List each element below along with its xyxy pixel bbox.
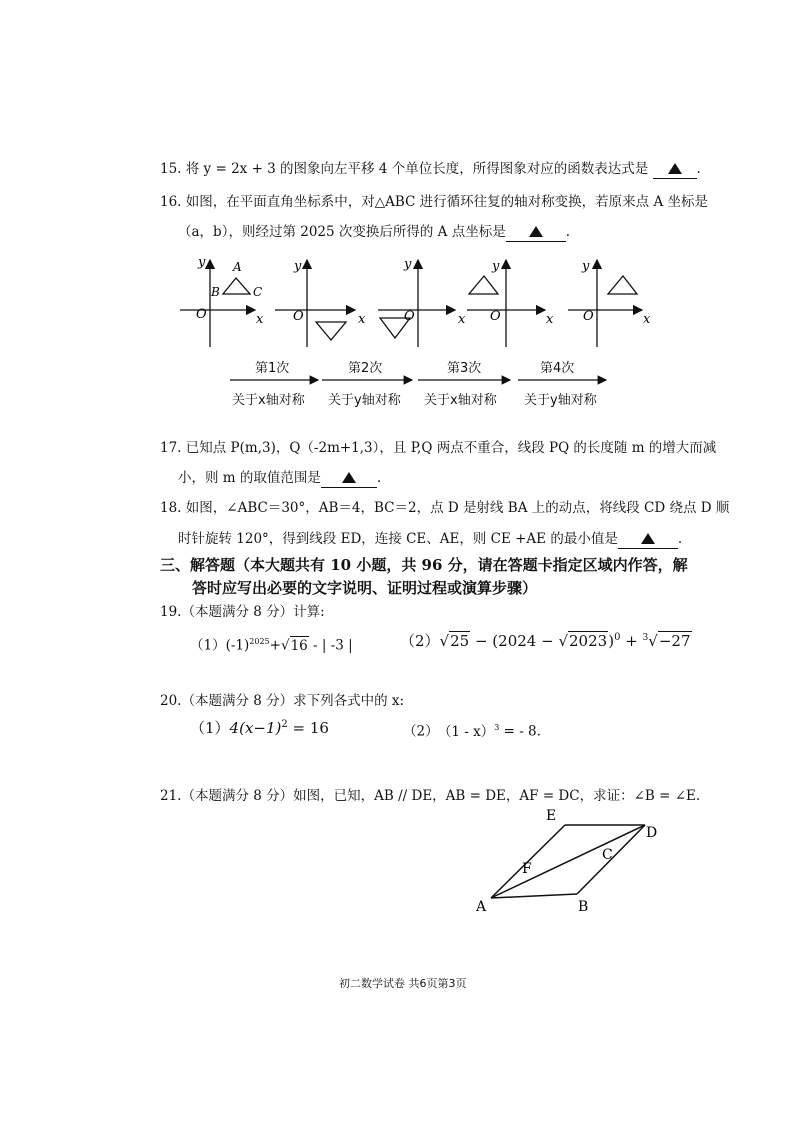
question-19-part2: $(2)√25 - (2024 - √2023)^0 + ^3√-27$ <box>400 632 691 650</box>
question-17-line1: 17. 已知点 P(m,3)，Q（-2m+1,3），且 P,Q 两点不重合，线段 PQ 的长度随 m 的增大而减 <box>160 440 717 456</box>
step-4-top: 第4次 <box>540 361 575 376</box>
section-3-heading-line2: 答时应写出必要的文字说明、证明过程或演算步骤） <box>192 579 538 597</box>
y-axis-label: y <box>198 255 206 270</box>
coordinate-panel-2 <box>275 260 355 347</box>
step-1-top: 第1次 <box>255 361 290 376</box>
x-axis-label: x <box>256 312 264 327</box>
question-20-part1: $(1)4(x-1)^2 = 16$ <box>190 719 329 737</box>
triangle-icon <box>342 472 356 483</box>
answer-blank <box>506 223 566 242</box>
question-20-part2: （2） （1 - x）$^3$ = - 8. <box>403 723 541 740</box>
coordinate-panel-4 <box>467 260 545 347</box>
section-3-heading-line1: 三、解答题（本大题共有 10 小题，共 96 分，请在答题卡指定区域内作答，解 <box>160 556 688 574</box>
page-footer: 初二数学试卷 共6页第3页 <box>339 977 467 990</box>
question-17-line2: 小，则 m 的取值范围是 . <box>178 470 382 486</box>
point-f-label: F <box>522 861 532 877</box>
point-b-label: B <box>578 899 589 915</box>
step-3-top: 第3次 <box>447 361 482 376</box>
x-axis-label: x <box>643 312 651 327</box>
origin-label: O <box>293 309 304 324</box>
point-d-label: D <box>646 825 658 841</box>
triangle-icon <box>529 226 543 237</box>
step-3-bottom: 关于x轴对称 <box>424 393 497 408</box>
question-16-line1: 16. 如图，在平面直角坐标系中，对△ABC 进行循环往复的轴对称变换，若原来点 A 坐标是 <box>160 194 709 210</box>
q15-text: 15. 将 y = 2x + 3 的图象向左平移 4 个单位长度，所得图象对应的函数表达式是 <box>160 161 649 177</box>
y-axis-label: y <box>492 259 500 274</box>
coordinate-panel-1 <box>180 260 255 347</box>
question-20-title: 20.（本题满分 8 分）求下列各式中的 x: <box>160 693 405 709</box>
y-axis-label: y <box>294 259 302 274</box>
question-19-part1: $(1)(-1)^{2025}+√16$ - | -3 | <box>190 637 353 654</box>
step-1-bottom: 关于x轴对称 <box>232 393 305 408</box>
origin-label: O <box>583 309 594 324</box>
question-15: 15. 将 y = 2x + 3 的图象向左平移 4 个单位长度，所得图象对应的函数表达式是 . <box>160 161 701 177</box>
question-18-line1: 18. 如图，∠ABC＝30°，AB＝4，BC＝2，点 D 是射线 BA 上的动点，将线段 CD 绕点 D 顺 <box>160 500 730 516</box>
origin-label: O <box>196 307 207 322</box>
point-c-label: C <box>602 847 613 863</box>
coordinate-panel-5 <box>568 260 642 347</box>
triangle-icon <box>668 163 682 174</box>
x-axis-label: x <box>358 312 366 327</box>
point-b-label: B <box>211 285 220 299</box>
y-axis-label: y <box>582 259 590 274</box>
step-2-top: 第2次 <box>348 361 383 376</box>
origin-label: O <box>404 309 415 324</box>
x-axis-label: x <box>458 312 466 327</box>
question-18-line2: 时针旋转 120°，得到线段 ED，连接 CE、AE，则 CE +AE 的最小值是 . <box>178 531 683 547</box>
origin-label: O <box>490 309 501 324</box>
step-2-bottom: 关于y轴对称 <box>328 393 401 408</box>
triangle-icon <box>641 533 655 544</box>
question-19-title: 19.（本题满分 8 分）计算: <box>160 604 325 620</box>
q21-parallelogram-figure <box>0 800 794 920</box>
question-16-line2: （a，b），则经过第 2025 次变换后所得的 A 点坐标是 . <box>178 224 571 240</box>
question-21-text: 21.（本题满分 8 分）如图，已知，AB // DE，AB = DE，AF = DC，求证：∠B = ∠E. <box>160 788 701 804</box>
coordinate-panel-3 <box>378 260 455 347</box>
answer-blank <box>653 160 697 179</box>
point-c-label: C <box>253 285 263 299</box>
point-e-label: E <box>546 808 557 824</box>
point-a-label: A <box>476 899 487 915</box>
x-axis-label: x <box>546 312 554 327</box>
answer-blank <box>618 530 678 549</box>
point-a-label: A <box>233 260 242 274</box>
answer-blank <box>321 469 377 488</box>
step-4-bottom: 关于y轴对称 <box>524 393 597 408</box>
y-axis-label: y <box>404 257 412 272</box>
